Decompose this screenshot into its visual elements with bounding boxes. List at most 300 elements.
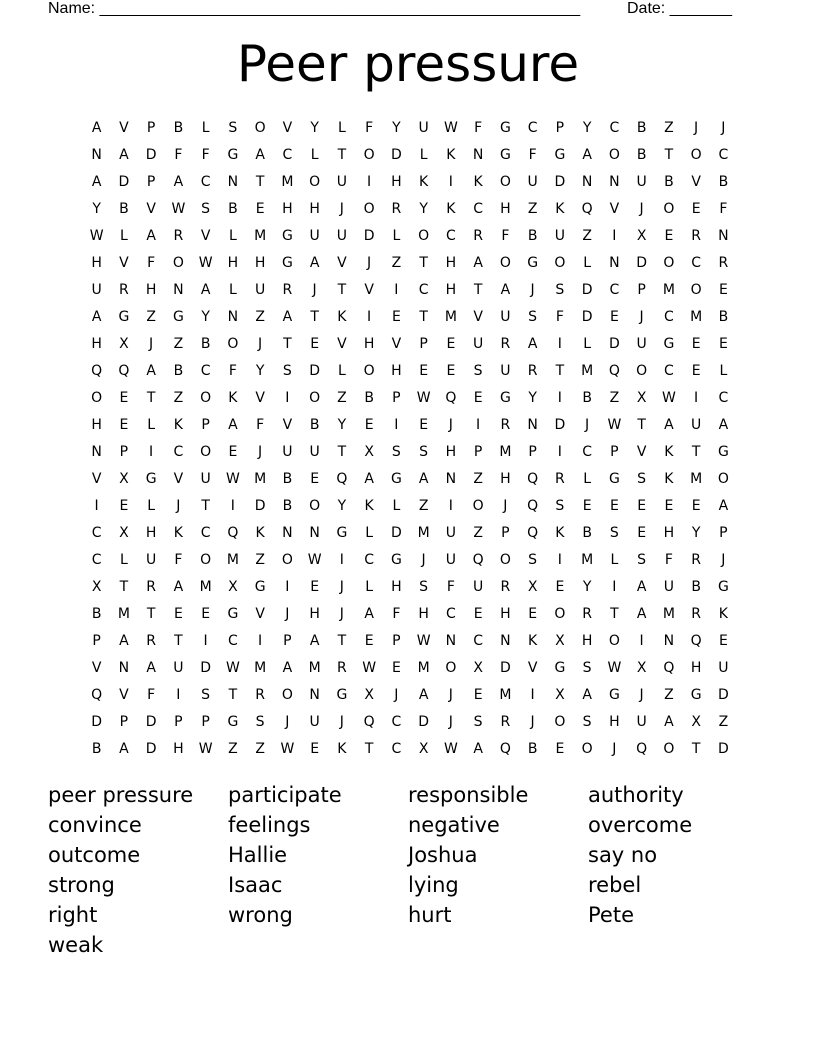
grid-letter[interactable]: A <box>527 335 538 352</box>
grid-letter[interactable]: B <box>527 227 538 244</box>
grid-letter[interactable]: S <box>582 659 592 676</box>
grid-letter[interactable]: E <box>228 443 238 460</box>
grid-letter[interactable]: C <box>200 524 211 541</box>
grid-letter[interactable]: N <box>173 281 184 298</box>
grid-letter[interactable]: O <box>418 227 430 244</box>
grid-letter[interactable]: S <box>555 281 565 298</box>
grid-letter[interactable]: Y <box>310 119 319 136</box>
grid-letter[interactable]: Q <box>527 470 539 487</box>
grid-letter[interactable]: B <box>582 524 592 541</box>
grid-letter[interactable]: U <box>255 281 266 298</box>
grid-letter[interactable]: V <box>146 200 156 217</box>
grid-letter[interactable]: E <box>119 497 129 514</box>
grid-letter[interactable]: Q <box>472 551 484 568</box>
grid-letter[interactable]: T <box>228 686 238 703</box>
grid-letter[interactable]: D <box>717 740 729 757</box>
grid-letter[interactable]: C <box>609 119 620 136</box>
grid-letter[interactable]: E <box>637 497 647 514</box>
grid-letter[interactable]: R <box>582 605 592 622</box>
grid-letter[interactable]: E <box>419 416 429 433</box>
grid-letter[interactable]: J <box>176 497 181 514</box>
grid-letter[interactable]: H <box>173 740 184 757</box>
grid-letter[interactable]: K <box>664 443 674 460</box>
grid-letter[interactable]: L <box>583 335 592 352</box>
grid-letter[interactable]: G <box>717 443 729 460</box>
grid-letter[interactable]: L <box>119 551 128 568</box>
grid-letter[interactable]: O <box>608 146 620 163</box>
grid-letter[interactable]: C <box>582 443 593 460</box>
grid-letter[interactable]: G <box>145 470 157 487</box>
grid-letter[interactable]: G <box>254 578 266 595</box>
grid-letter[interactable]: C <box>473 632 484 649</box>
grid-letter[interactable]: U <box>636 173 647 190</box>
grid-letter[interactable]: T <box>146 389 156 406</box>
grid-letter[interactable]: K <box>173 524 183 541</box>
grid-letter[interactable]: Y <box>337 497 347 514</box>
grid-letter[interactable]: O <box>663 740 675 757</box>
grid-letter[interactable]: R <box>391 200 402 217</box>
grid-letter[interactable]: T <box>337 146 347 163</box>
grid-letter[interactable]: M <box>581 551 594 568</box>
grid-letter[interactable]: D <box>309 362 321 379</box>
grid-letter[interactable]: O <box>690 146 702 163</box>
grid-letter[interactable]: O <box>554 713 566 730</box>
grid-letter[interactable]: M <box>254 470 267 487</box>
grid-letter[interactable]: W <box>416 389 431 406</box>
grid-letter[interactable]: O <box>472 497 484 514</box>
grid-letter[interactable]: Y <box>201 308 210 325</box>
grid-letter[interactable]: B <box>309 416 320 433</box>
grid-letter[interactable]: I <box>203 632 208 649</box>
grid-letter[interactable]: D <box>145 713 157 730</box>
grid-letter[interactable]: G <box>390 551 402 568</box>
grid-letter[interactable]: T <box>555 362 565 379</box>
grid-letter[interactable]: M <box>281 173 294 190</box>
grid-letter[interactable]: V <box>255 605 265 622</box>
grid-letter[interactable]: R <box>119 281 129 298</box>
grid-letter[interactable]: A <box>473 740 483 757</box>
grid-letter[interactable]: E <box>446 335 456 352</box>
grid-letter[interactable]: Q <box>663 659 675 676</box>
grid-letter[interactable]: J <box>285 713 290 730</box>
grid-letter[interactable]: N <box>663 632 675 649</box>
grid-letter[interactable]: A <box>146 227 156 244</box>
grid-letter[interactable]: T <box>473 281 483 298</box>
grid-letter[interactable]: Q <box>527 524 539 541</box>
grid-letter[interactable]: K <box>446 146 456 163</box>
grid-letter[interactable]: V <box>173 470 184 487</box>
grid-letter[interactable]: I <box>230 497 235 514</box>
grid-letter[interactable]: C <box>200 173 211 190</box>
grid-letter[interactable]: Z <box>255 551 265 568</box>
grid-letter[interactable]: D <box>581 308 593 325</box>
grid-letter[interactable]: K <box>337 308 347 325</box>
grid-letter[interactable]: P <box>392 632 401 649</box>
grid-letter[interactable]: Z <box>173 389 184 406</box>
grid-letter[interactable]: U <box>336 173 347 190</box>
grid-letter[interactable]: V <box>119 254 129 271</box>
grid-letter[interactable]: W <box>225 659 240 676</box>
grid-letter[interactable]: S <box>201 200 211 217</box>
grid-letter[interactable]: X <box>91 578 102 595</box>
grid-letter[interactable]: J <box>394 686 399 703</box>
grid-letter[interactable]: F <box>392 605 401 622</box>
grid-letter[interactable]: I <box>557 551 562 568</box>
grid-letter[interactable]: P <box>119 443 129 460</box>
grid-letter[interactable]: T <box>691 443 701 460</box>
grid-letter[interactable]: E <box>119 389 129 406</box>
grid-letter[interactable]: M <box>690 308 703 325</box>
grid-letter[interactable]: W <box>225 470 240 487</box>
grid-letter[interactable]: M <box>254 659 267 676</box>
grid-letter[interactable]: N <box>227 173 239 190</box>
grid-letter[interactable]: H <box>227 254 239 271</box>
grid-letter[interactable]: O <box>608 632 620 649</box>
grid-letter[interactable]: V <box>91 659 102 676</box>
grid-letter[interactable]: O <box>717 470 729 487</box>
grid-letter[interactable]: O <box>499 254 511 271</box>
grid-letter[interactable]: U <box>309 443 320 460</box>
grid-letter[interactable]: K <box>664 470 674 487</box>
grid-letter[interactable]: R <box>146 578 156 595</box>
grid-letter[interactable]: C <box>691 254 702 271</box>
grid-letter[interactable]: P <box>719 524 728 541</box>
grid-letter[interactable]: Z <box>473 524 483 541</box>
grid-letter[interactable]: S <box>528 308 538 325</box>
grid-letter[interactable]: X <box>636 659 647 676</box>
grid-letter[interactable]: O <box>200 551 212 568</box>
grid-letter[interactable]: D <box>554 416 566 433</box>
grid-letter[interactable]: B <box>282 497 293 514</box>
grid-letter[interactable]: T <box>637 416 646 433</box>
grid-letter[interactable]: H <box>581 632 593 649</box>
grid-letter[interactable]: C <box>391 713 402 730</box>
grid-letter[interactable]: O <box>554 605 566 622</box>
grid-letter[interactable]: L <box>719 362 728 379</box>
grid-letter[interactable]: E <box>173 605 183 622</box>
grid-letter[interactable]: E <box>691 335 701 352</box>
grid-letter[interactable]: D <box>91 713 103 730</box>
grid-letter[interactable]: D <box>554 173 566 190</box>
grid-letter[interactable]: H <box>363 335 375 352</box>
grid-letter[interactable]: G <box>281 254 293 271</box>
grid-letter[interactable]: G <box>608 686 620 703</box>
grid-letter[interactable]: G <box>608 470 620 487</box>
grid-letter[interactable]: B <box>91 605 102 622</box>
grid-letter[interactable]: I <box>285 578 290 595</box>
grid-letter[interactable]: D <box>118 173 130 190</box>
grid-letter[interactable]: B <box>718 173 729 190</box>
grid-letter[interactable]: G <box>390 470 402 487</box>
grid-letter[interactable]: C <box>609 281 620 298</box>
grid-letter[interactable]: M <box>662 281 675 298</box>
grid-letter[interactable]: R <box>500 416 511 433</box>
grid-letter[interactable]: E <box>310 470 320 487</box>
grid-letter[interactable]: E <box>364 632 374 649</box>
grid-letter[interactable]: I <box>639 632 644 649</box>
grid-letter[interactable]: R <box>473 227 483 244</box>
grid-letter[interactable]: N <box>227 308 239 325</box>
grid-letter[interactable]: A <box>636 605 647 622</box>
grid-letter[interactable]: F <box>446 578 455 595</box>
grid-letter[interactable]: I <box>367 308 372 325</box>
grid-letter[interactable]: E <box>119 416 129 433</box>
grid-letter[interactable]: E <box>609 497 619 514</box>
grid-letter[interactable]: W <box>89 227 104 244</box>
grid-letter[interactable]: S <box>473 362 483 379</box>
grid-letter[interactable]: O <box>581 740 593 757</box>
grid-letter[interactable]: L <box>610 551 619 568</box>
grid-letter[interactable]: B <box>228 200 238 217</box>
grid-letter[interactable]: O <box>445 659 457 676</box>
grid-letter[interactable]: E <box>201 605 211 622</box>
grid-letter[interactable]: G <box>663 335 675 352</box>
grid-letter[interactable]: W <box>280 740 295 757</box>
grid-letter[interactable]: S <box>528 551 538 568</box>
grid-letter[interactable]: O <box>254 119 266 136</box>
grid-letter[interactable]: U <box>173 659 184 676</box>
grid-letter[interactable]: W <box>198 740 213 757</box>
grid-letter[interactable]: Q <box>690 632 702 649</box>
grid-letter[interactable]: T <box>283 335 292 352</box>
grid-letter[interactable]: A <box>636 578 647 595</box>
grid-letter[interactable]: H <box>91 254 102 271</box>
grid-letter[interactable]: P <box>473 443 483 460</box>
grid-letter[interactable]: L <box>392 497 401 514</box>
grid-letter[interactable]: C <box>200 362 211 379</box>
grid-letter[interactable]: X <box>364 443 374 460</box>
grid-letter[interactable]: S <box>391 443 401 460</box>
grid-letter[interactable]: B <box>173 362 184 379</box>
grid-letter[interactable]: N <box>282 524 293 541</box>
grid-letter[interactable]: Q <box>91 362 103 379</box>
grid-letter[interactable]: G <box>499 146 511 163</box>
grid-letter[interactable]: T <box>119 578 129 595</box>
grid-letter[interactable]: L <box>147 497 156 514</box>
grid-letter[interactable]: H <box>254 254 266 271</box>
grid-letter[interactable]: C <box>445 227 456 244</box>
grid-letter[interactable]: Z <box>718 713 729 730</box>
grid-letter[interactable]: C <box>445 605 456 622</box>
grid-letter[interactable]: R <box>691 605 701 622</box>
grid-letter[interactable]: A <box>173 173 184 190</box>
grid-letter[interactable]: O <box>227 335 239 352</box>
grid-letter[interactable]: T <box>174 632 183 649</box>
grid-letter[interactable]: M <box>417 659 430 676</box>
grid-letter[interactable]: E <box>391 659 401 676</box>
grid-letter[interactable]: P <box>201 713 210 730</box>
grid-letter[interactable]: K <box>419 173 429 190</box>
grid-letter[interactable]: U <box>282 443 293 460</box>
grid-letter[interactable]: F <box>719 200 728 217</box>
grid-letter[interactable]: S <box>282 362 292 379</box>
grid-letter[interactable]: W <box>607 659 622 676</box>
grid-letter[interactable]: D <box>418 713 430 730</box>
grid-letter[interactable]: L <box>310 146 319 163</box>
grid-letter[interactable]: B <box>718 308 729 325</box>
grid-letter[interactable]: T <box>691 740 701 757</box>
grid-letter[interactable]: V <box>527 659 538 676</box>
grid-letter[interactable]: Q <box>445 389 457 406</box>
grid-letter[interactable]: Z <box>582 227 592 244</box>
grid-letter[interactable]: D <box>499 659 511 676</box>
grid-letter[interactable]: X <box>636 227 647 244</box>
grid-letter[interactable]: K <box>364 497 374 514</box>
grid-letter[interactable]: E <box>473 686 483 703</box>
grid-letter[interactable]: M <box>417 524 430 541</box>
grid-letter[interactable]: S <box>555 497 565 514</box>
grid-letter[interactable]: N <box>609 254 620 271</box>
grid-letter[interactable]: X <box>555 632 565 649</box>
grid-letter[interactable]: S <box>201 686 211 703</box>
grid-letter[interactable]: E <box>310 740 320 757</box>
grid-letter[interactable]: A <box>282 659 293 676</box>
grid-letter[interactable]: P <box>637 281 646 298</box>
grid-letter[interactable]: N <box>527 416 538 433</box>
grid-letter[interactable]: J <box>694 119 699 136</box>
grid-letter[interactable]: I <box>530 686 535 703</box>
grid-letter[interactable]: A <box>146 659 156 676</box>
grid-letter[interactable]: P <box>555 119 565 136</box>
grid-letter[interactable]: A <box>91 308 102 325</box>
grid-letter[interactable]: L <box>419 146 428 163</box>
grid-letter[interactable]: V <box>391 335 402 352</box>
grid-letter[interactable]: H <box>145 281 157 298</box>
grid-letter[interactable]: S <box>637 551 647 568</box>
grid-letter[interactable]: P <box>419 335 428 352</box>
grid-letter[interactable]: R <box>691 551 701 568</box>
grid-letter[interactable]: I <box>612 578 617 595</box>
grid-letter[interactable]: I <box>612 227 617 244</box>
grid-letter[interactable]: G <box>336 524 348 541</box>
grid-letter[interactable]: A <box>119 632 129 649</box>
grid-letter[interactable]: U <box>445 524 456 541</box>
grid-letter[interactable]: D <box>390 524 402 541</box>
grid-letter[interactable]: V <box>282 416 293 433</box>
grid-letter[interactable]: F <box>528 146 537 163</box>
grid-letter[interactable]: I <box>149 443 154 460</box>
grid-letter[interactable]: I <box>557 335 562 352</box>
grid-letter[interactable]: R <box>527 362 538 379</box>
grid-letter[interactable]: U <box>146 551 157 568</box>
grid-letter[interactable]: E <box>664 227 674 244</box>
grid-letter[interactable]: I <box>476 416 481 433</box>
grid-letter[interactable]: S <box>419 578 429 595</box>
grid-letter[interactable]: O <box>554 254 566 271</box>
grid-letter[interactable]: X <box>636 389 647 406</box>
grid-letter[interactable]: I <box>258 632 263 649</box>
grid-letter[interactable]: J <box>639 686 644 703</box>
grid-letter[interactable]: R <box>255 686 265 703</box>
grid-letter[interactable]: E <box>391 308 401 325</box>
grid-letter[interactable]: A <box>255 146 265 163</box>
grid-letter[interactable]: R <box>500 335 511 352</box>
grid-letter[interactable]: J <box>285 605 290 622</box>
grid-letter[interactable]: Q <box>91 686 103 703</box>
grid-letter[interactable]: O <box>663 254 675 271</box>
grid-letter[interactable]: W <box>171 200 186 217</box>
grid-letter[interactable]: M <box>690 470 703 487</box>
grid-letter[interactable]: P <box>392 389 401 406</box>
grid-letter[interactable]: Q <box>227 524 239 541</box>
grid-letter[interactable]: S <box>637 470 647 487</box>
grid-letter[interactable]: U <box>636 335 647 352</box>
grid-letter[interactable]: H <box>391 173 402 190</box>
grid-letter[interactable]: V <box>473 308 483 325</box>
grid-letter[interactable]: H <box>609 713 620 730</box>
grid-letter[interactable]: N <box>445 632 457 649</box>
grid-letter[interactable]: H <box>445 281 457 298</box>
grid-letter[interactable]: U <box>500 308 511 325</box>
grid-letter[interactable]: B <box>282 470 293 487</box>
grid-letter[interactable]: K <box>718 605 728 622</box>
grid-letter[interactable]: W <box>443 119 458 136</box>
grid-letter[interactable]: W <box>443 740 458 757</box>
grid-letter[interactable]: D <box>608 335 620 352</box>
grid-letter[interactable]: U <box>691 416 702 433</box>
grid-letter[interactable]: L <box>228 227 237 244</box>
grid-letter[interactable]: P <box>528 443 537 460</box>
grid-letter[interactable]: S <box>473 713 483 730</box>
grid-letter[interactable]: F <box>201 146 210 163</box>
grid-letter[interactable]: B <box>636 146 647 163</box>
grid-letter[interactable]: J <box>339 605 344 622</box>
grid-letter[interactable]: D <box>145 740 157 757</box>
grid-letter[interactable]: C <box>718 389 729 406</box>
grid-letter[interactable]: D <box>254 497 266 514</box>
grid-letter[interactable]: W <box>362 659 377 676</box>
grid-letter[interactable]: T <box>364 740 374 757</box>
grid-letter[interactable]: M <box>662 605 675 622</box>
grid-letter[interactable]: E <box>582 497 592 514</box>
grid-letter[interactable]: I <box>394 281 399 298</box>
grid-letter[interactable]: N <box>309 524 320 541</box>
grid-letter[interactable]: Z <box>337 389 347 406</box>
grid-letter[interactable]: E <box>718 281 728 298</box>
grid-letter[interactable]: M <box>499 443 512 460</box>
grid-letter[interactable]: E <box>691 362 701 379</box>
grid-letter[interactable]: N <box>581 173 593 190</box>
grid-letter[interactable]: E <box>637 524 647 541</box>
grid-letter[interactable]: S <box>228 119 238 136</box>
grid-letter[interactable]: N <box>500 632 511 649</box>
grid-letter[interactable]: V <box>282 119 293 136</box>
grid-letter[interactable]: N <box>718 227 729 244</box>
grid-letter[interactable]: T <box>337 443 347 460</box>
grid-letter[interactable]: I <box>285 389 290 406</box>
grid-letter[interactable]: X <box>473 659 483 676</box>
grid-letter[interactable]: F <box>365 119 374 136</box>
grid-letter[interactable]: V <box>609 200 620 217</box>
grid-letter[interactable]: T <box>419 254 428 271</box>
grid-letter[interactable]: U <box>336 227 347 244</box>
grid-letter[interactable]: G <box>227 713 239 730</box>
grid-letter[interactable]: Q <box>527 497 539 514</box>
grid-letter[interactable]: E <box>419 362 429 379</box>
grid-letter[interactable]: A <box>200 281 211 298</box>
grid-letter[interactable]: A <box>473 254 483 271</box>
grid-letter[interactable]: Q <box>581 200 593 217</box>
grid-letter[interactable]: Z <box>527 200 538 217</box>
grid-letter[interactable]: L <box>583 254 592 271</box>
grid-letter[interactable]: H <box>91 335 102 352</box>
grid-letter[interactable]: Y <box>419 200 428 217</box>
grid-letter[interactable]: Y <box>582 578 592 595</box>
grid-letter[interactable]: X <box>555 686 565 703</box>
grid-letter[interactable]: I <box>557 443 562 460</box>
grid-letter[interactable]: T <box>337 632 347 649</box>
grid-letter[interactable]: T <box>664 146 674 163</box>
